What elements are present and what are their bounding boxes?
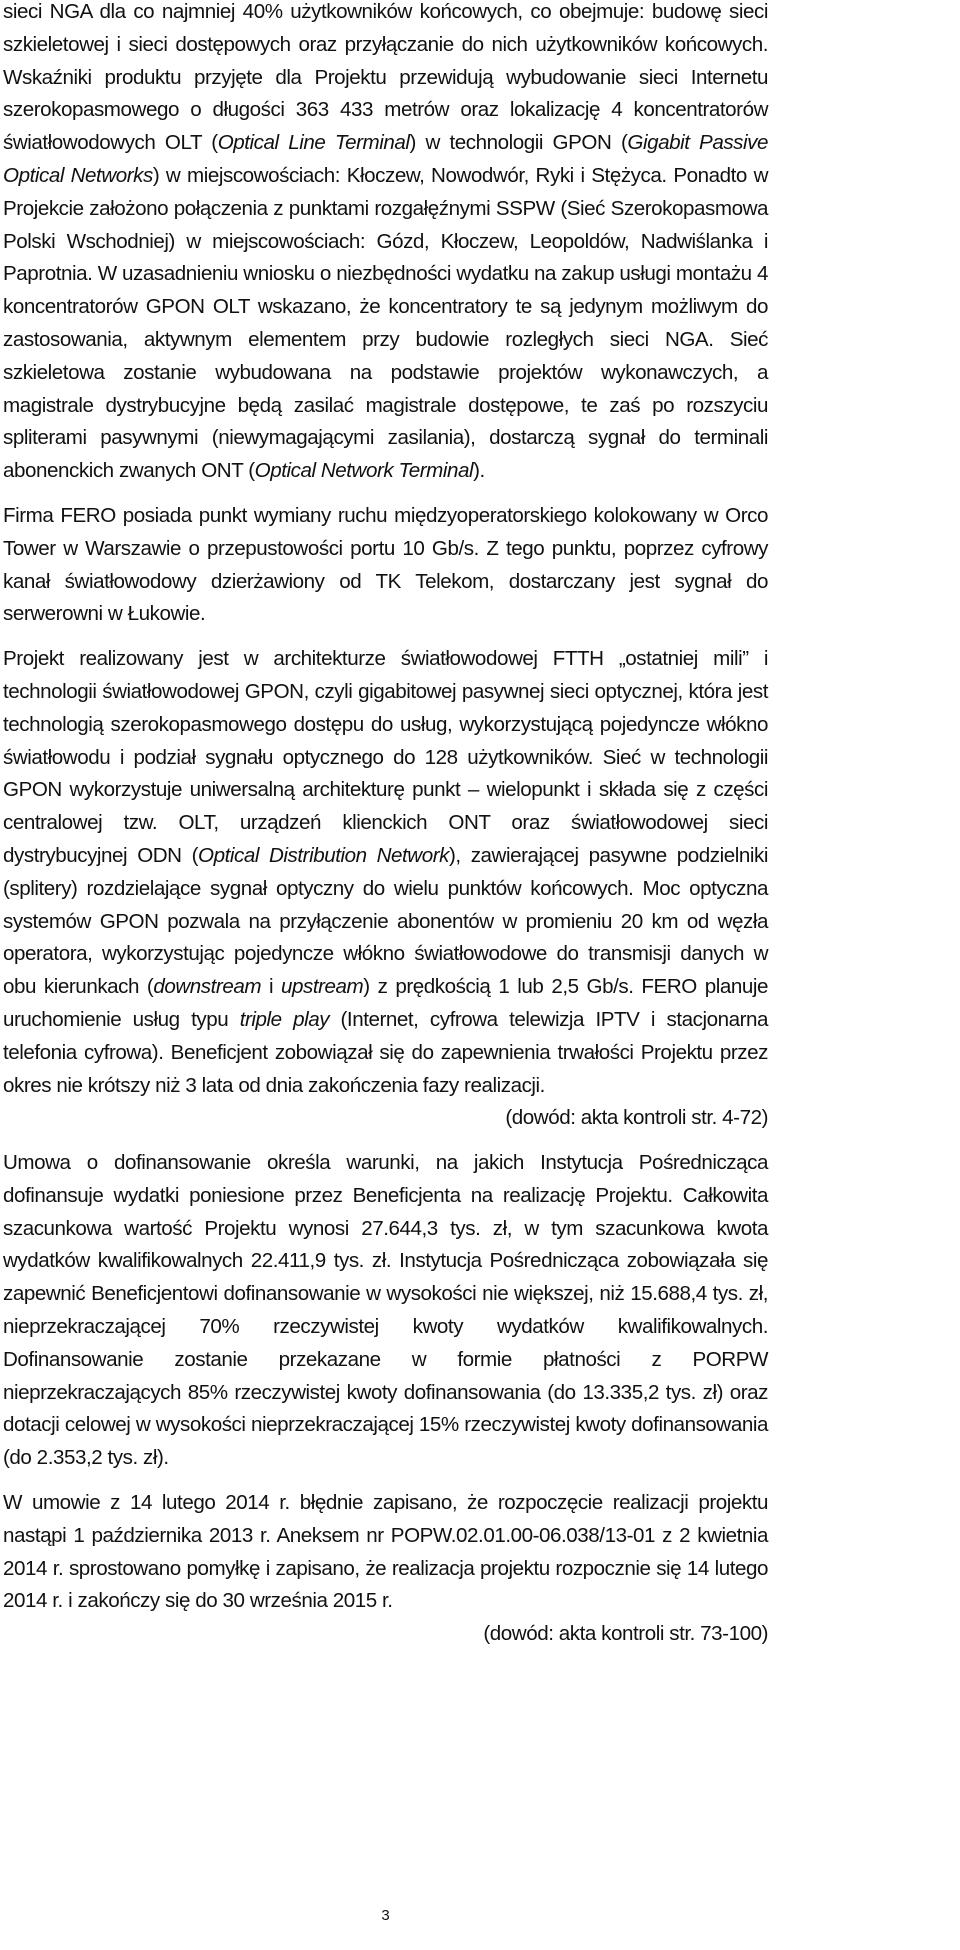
- italic-term: downstream: [153, 975, 262, 999]
- text-run: sieci NGA dla co najmniej 40% użytkowników końcowych, co obejmuje: budowę sieci szkieletowej i sieci dostępowych oraz przyłączanie do nich użytkowników końcowych. Wskaźniki produktu przyjęte dla Projektu przewidują wybudowanie sieci Internetu szerokopasmowego o długości 363 433 metrów oraz lokalizację 4 koncentratorów światłowodowych OLT (: [3, 0, 768, 155]
- text-run: ) w miejscowościach: Kłoczew, Nowodwór, Ryki i Stężyca. Ponadto w Projekcie założono połączenia z punktami rozgałęźnymi SSPW (Sieć Szerokopasmowa Polski Wschodniej) w miejscowościach: Gózd, Kłoczew, Leopoldów, Nadwiślanka i Paprotnia. W uzasadnieniu wniosku o niezbędności wydatku na zakup usługi montażu 4 koncentratorów GPON OLT wskazano, że koncentratory te są jedynym możliwym do zastosowania, aktywnym elementem przy budowie rozległych sieci NGA. Sieć szkieletowa zostanie wybudowana na podstawie projektów wykonawczych, a magistrale dystrybucyjne będą zasilać magistrale dostępowe, te zaś po rozszyciu spliterami pasywnymi (niewymagającymi zasilania), dostarczą sygnał do terminali abonenckich zwanych ONT (: [3, 163, 768, 483]
- text-run: ), zawierającej pasywne podzielniki (splitery) rozdzielające sygnał optyczny do wielu punktów końcowych. Moc optyczna systemów GPON pozwala na przyłączenie abonentów w promieniu 20 km od węzła operatora, wykorzystując pojedyncze włókno światłowodowe do transmisji danych w obu kierunkach (: [3, 843, 768, 999]
- italic-term: Gigabit Passive Optical Networks: [3, 131, 768, 187]
- italic-term: Optical Distribution Network: [198, 843, 449, 867]
- body-paragraph: [3, 643, 768, 1102]
- text-run: ).: [473, 459, 485, 483]
- italic-term: upstream: [281, 975, 364, 999]
- italic-term: Optical Line Terminal: [217, 131, 410, 155]
- text-run: (Internet, cyfrowa telewizja IPTV i stacjonarna telefonia cyfrowa). Beneficjent zobowiązał się do zapewnienia trwałości Projektu przez okres nie krótszy niż 3 lata od dnia zakończenia fazy realizacji.: [3, 1007, 769, 1097]
- body-paragraph: [3, 500, 768, 631]
- text-run: (dowód: akta kontroli str. 73-100): [483, 1622, 768, 1646]
- page-number: 3: [381, 1907, 390, 1924]
- text-run: (dowód: akta kontroli str. 4-72): [505, 1106, 768, 1130]
- italic-term: Optical Network Terminal: [254, 459, 474, 483]
- text-run: Projekt realizowany jest w architekturze światłowodowej FTTH „ostatniej mili” i technologii światłowodowej GPON, czyli gigabitowej pasywnej sieci optycznej, która jest technologią szerokopasmowego dostępu do usług, wykorzystującą pojedyncze włókno światłowodu i podział sygnału optycznego do 128 użytkowników. Sieć w technologii GPON wykorzystuje uniwersalną architekturę punkt – wielopunkt i składa się z części centralowej tzw. OLT, urządzeń klienckich ONT oraz światłowodowej sieci dystrybucyjnej ODN (: [3, 647, 768, 867]
- body-paragraph: [3, 1147, 768, 1475]
- text-run: i: [261, 975, 281, 999]
- text-run: ) z prędkością 1 lub 2,5 Gb/s. FERO planuje uruchomienie usług typu: [3, 975, 768, 1031]
- evidence-reference: [3, 1102, 768, 1135]
- body-paragraph: [3, 1487, 768, 1618]
- document-body: [3, 0, 768, 1651]
- evidence-reference: [3, 1618, 768, 1651]
- text-run: ) w technologii GPON (: [409, 131, 628, 155]
- text-run: W umowie z 14 lutego 2014 r. błędnie zapisano, że rozpoczęcie realizacji projektu nastąpi 1 października 2013 r. Aneksem nr POPW.02.01.00-06.038/13-01 z 2 kwietnia 2014 r. sprostowano pomyłkę i zapisano, że realizacja projektu rozpocznie się 14 lutego 2014 r. i zakończy się do 30 września 2015 r.: [3, 1491, 768, 1613]
- text-run: Umowa o dofinansowanie określa warunki, na jakich Instytucja Pośrednicząca dofinansuje wydatki poniesione przez Beneficjenta na realizację Projektu. Całkowita szacunkowa wartość Projektu wynosi 27.644,3 tys. zł, w tym szacunkowa kwota wydatków kwalifikowalnych 22.411,9 tys. zł. Instytucja Pośrednicząca zobowiązała się zapewnić Beneficjentowi dofinansowanie w wysokości nie większej, niż 15.688,4 tys. zł, nieprzekraczającej 70% rzeczywistej kwoty wydatków kwalifikowalnych. Dofinansowanie zostanie przekazane w formie płatności z PORPW nieprzekraczających 85% rzeczywistej kwoty dofinansowania (do 13.335,2 tys. zł) oraz dotacji celowej w wysokości nieprzekraczającej 15% rzeczywistej kwoty dofinansowania (do 2.353,2 tys. zł).: [3, 1151, 768, 1470]
- text-run: Firma FERO posiada punkt wymiany ruchu międzyoperatorskiego kolokowany w Orco Tower w Warszawie o przepustowości portu 10 Gb/s. Z tego punktu, poprzez cyfrowy kanał światłowodowy dzierżawiony od TK Telekom, dostarczany jest sygnał do serwerowni w Łukowie.: [3, 503, 768, 626]
- italic-term: triple play: [239, 1007, 330, 1031]
- body-paragraph: [3, 0, 768, 488]
